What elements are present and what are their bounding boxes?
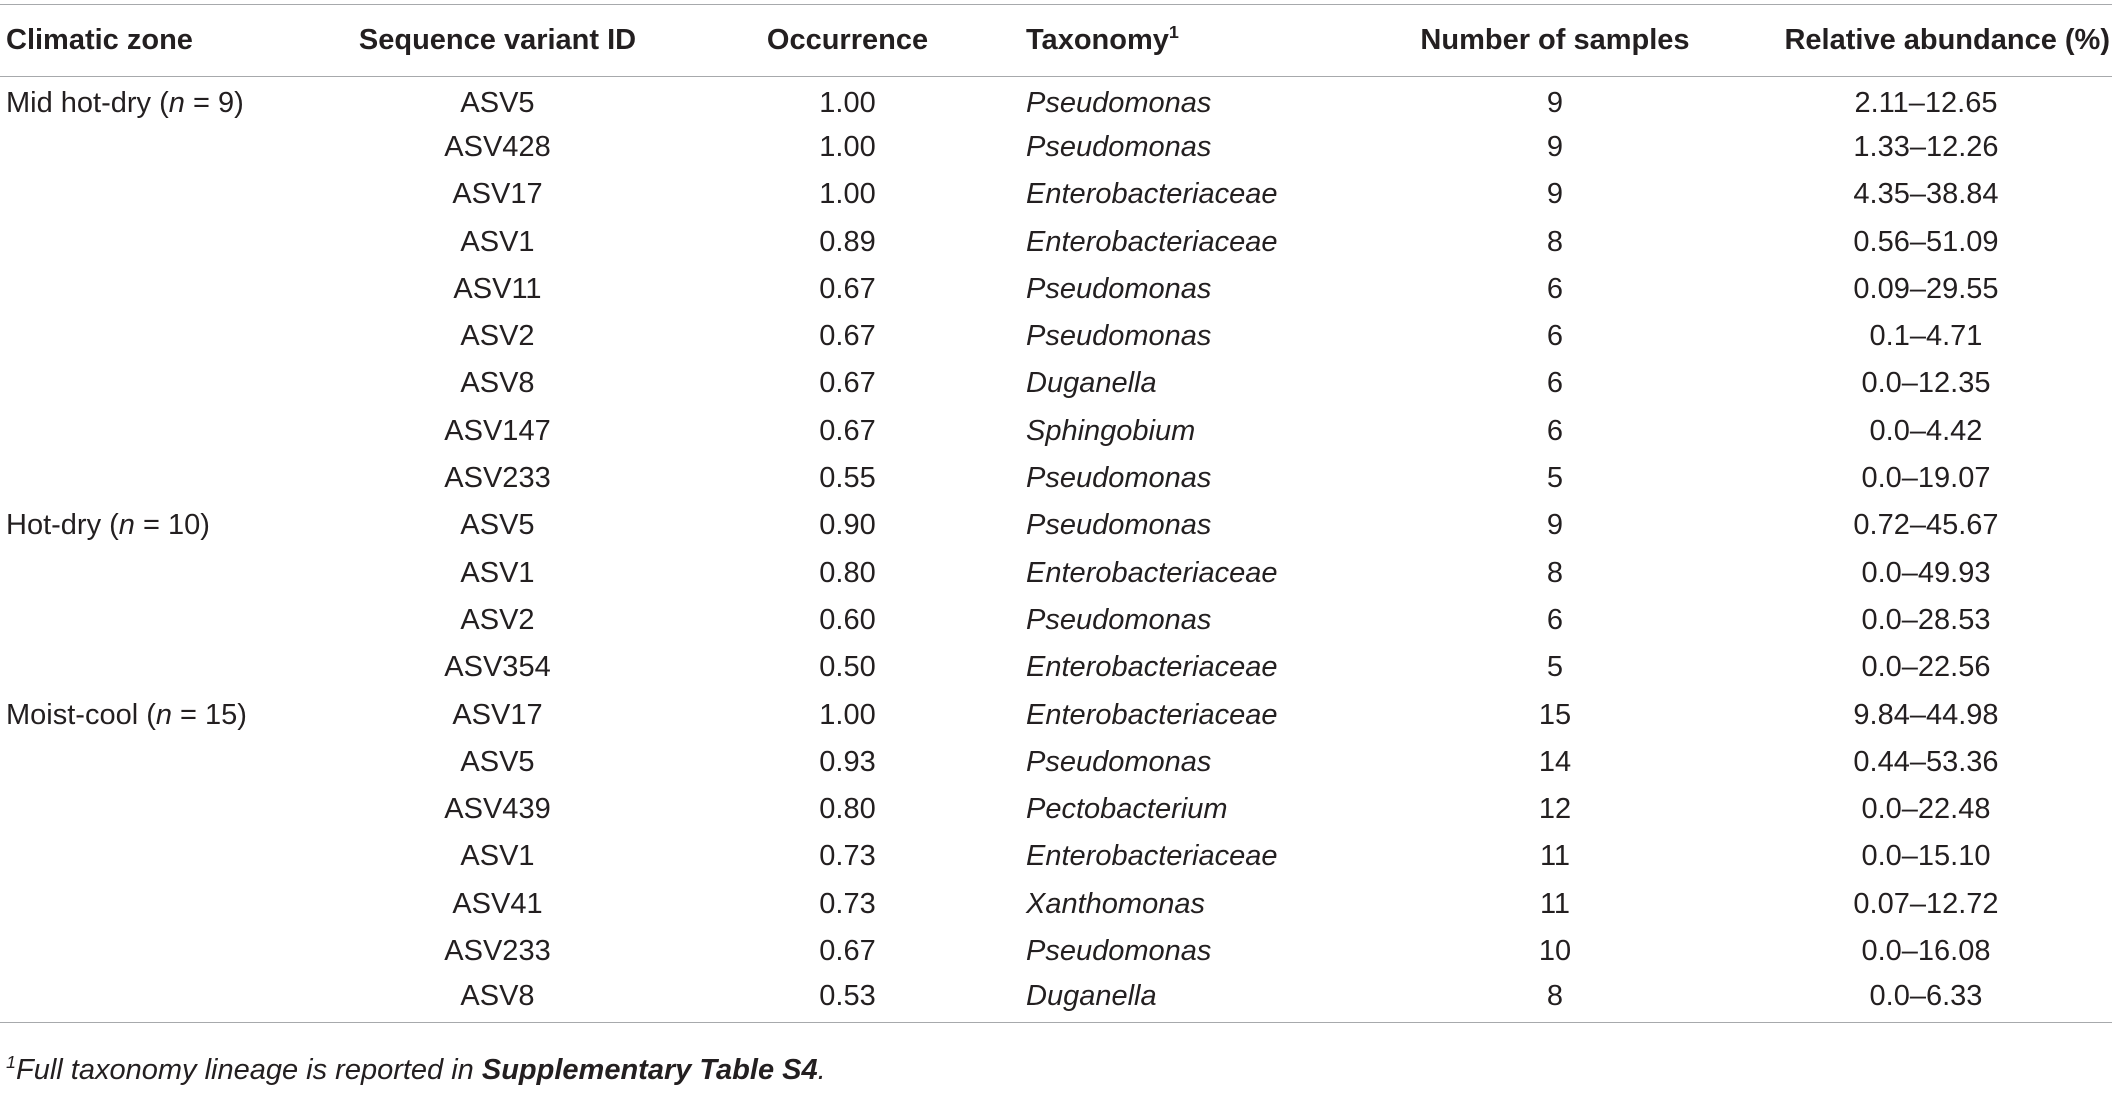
cell-taxonomy: Duganella bbox=[1026, 367, 1157, 400]
cell-relative-abundance: 0.0–15.10 bbox=[1861, 840, 1991, 873]
cell-taxonomy: Pectobacterium bbox=[1026, 793, 1228, 826]
cell-taxonomy: Duganella bbox=[1020, 975, 1370, 1022]
cell-climatic-zone bbox=[0, 786, 320, 833]
table-container bbox=[0, 4, 2117, 1023]
cell-relative-abundance: 0.07–12.72 bbox=[1853, 887, 1999, 920]
cell-number-of-samples: 8 bbox=[1546, 225, 1564, 258]
cell-number-of-samples: 8 bbox=[1370, 975, 1740, 1022]
cell-sequence-variant-id: ASV5 bbox=[460, 745, 535, 778]
cell-sequence-variant-id: ASV439 bbox=[444, 793, 551, 826]
cell-climatic-zone bbox=[0, 928, 320, 975]
cell-climatic-zone bbox=[0, 549, 320, 596]
footnote-marker: 1 bbox=[6, 1052, 16, 1073]
cell-relative-abundance: 0.0–16.08 bbox=[1861, 934, 1991, 967]
cell-number-of-samples: 6 bbox=[1546, 603, 1564, 636]
cell-climatic-zone bbox=[0, 833, 320, 880]
zone-n-symbol: n bbox=[168, 86, 185, 119]
cell-number-of-samples: 11 bbox=[1539, 840, 1571, 873]
table-row bbox=[0, 313, 2112, 360]
cell-number-of-samples: 9 bbox=[1546, 509, 1564, 542]
header-taxonomy bbox=[1020, 5, 1370, 77]
cell-taxonomy: Pseudomonas bbox=[1026, 603, 1212, 636]
cell-sequence-variant-id: ASV17 bbox=[452, 698, 543, 731]
cell-relative-abundance: 0.0–49.93 bbox=[1861, 556, 1991, 589]
cell-sequence-variant-id: ASV41 bbox=[452, 887, 543, 920]
header-occurrence: Occurrence bbox=[675, 5, 1020, 77]
cell-climatic-zone bbox=[0, 171, 320, 218]
cell-occurrence: 0.73 bbox=[819, 840, 876, 873]
cell-climatic-zone bbox=[0, 77, 320, 124]
cell-taxonomy: Xanthomonas bbox=[1026, 887, 1205, 920]
cell-taxonomy: Pseudomonas bbox=[1026, 320, 1212, 353]
header-climatic-zone: Climatic zone bbox=[0, 5, 320, 77]
cell-taxonomy: Sphingobium bbox=[1026, 414, 1196, 447]
table-row bbox=[0, 881, 2112, 928]
table-row bbox=[0, 975, 2112, 1022]
table-row bbox=[0, 644, 2112, 691]
zone-n-symbol: n bbox=[155, 698, 172, 731]
data-table bbox=[0, 4, 2112, 1023]
cell-occurrence: 1.00 bbox=[819, 130, 876, 163]
table-row bbox=[0, 833, 2112, 880]
header-relative-abundance: Relative abundance (%) bbox=[1740, 5, 2112, 77]
cell-relative-abundance: 0.72–45.67 bbox=[1853, 509, 1999, 542]
cell-occurrence: 1.00 bbox=[819, 178, 876, 211]
header-number-of-samples: Number of samples bbox=[1370, 5, 1740, 77]
cell-sequence-variant-id: ASV233 bbox=[444, 934, 551, 967]
cell-relative-abundance: 1.33–12.26 bbox=[1853, 130, 1999, 163]
cell-number-of-samples: 12 bbox=[1538, 793, 1572, 826]
cell-taxonomy: Pseudomonas bbox=[1026, 745, 1212, 778]
table-row bbox=[0, 502, 2112, 549]
cell-climatic-zone bbox=[0, 266, 320, 313]
table-body bbox=[0, 77, 2112, 1023]
zone-label: Hot-dry ( bbox=[6, 509, 119, 542]
cell-number-of-samples: 6 bbox=[1546, 320, 1564, 353]
cell-sequence-variant-id: ASV147 bbox=[444, 414, 551, 447]
cell-occurrence: 0.60 bbox=[819, 603, 876, 636]
cell-relative-abundance: 0.0–4.42 bbox=[1869, 414, 1983, 447]
table-row bbox=[0, 928, 2112, 975]
table-row bbox=[0, 549, 2112, 596]
cell-sequence-variant-id: ASV2 bbox=[460, 320, 535, 353]
cell-taxonomy: Enterobacteriaceae bbox=[1026, 840, 1278, 873]
zone-n-symbol: n bbox=[118, 509, 135, 542]
cell-occurrence: 0.93 bbox=[819, 745, 876, 778]
cell-relative-abundance: 0.1–4.71 bbox=[1869, 320, 1983, 353]
cell-number-of-samples: 6 bbox=[1546, 414, 1564, 447]
cell-sequence-variant-id: ASV1 bbox=[460, 225, 535, 258]
cell-occurrence: 0.50 bbox=[819, 651, 876, 684]
cell-relative-abundance: 0.0–28.53 bbox=[1861, 603, 1991, 636]
cell-taxonomy: Enterobacteriaceae bbox=[1026, 178, 1278, 211]
cell-occurrence: 0.55 bbox=[819, 462, 876, 495]
cell-sequence-variant-id: ASV428 bbox=[444, 130, 551, 163]
table-row bbox=[0, 171, 2112, 218]
footnote-text: Full taxonomy lineage is reported in bbox=[16, 1054, 482, 1086]
cell-occurrence: 0.80 bbox=[819, 556, 876, 589]
cell-taxonomy: Enterobacteriaceae bbox=[1026, 698, 1278, 731]
cell-climatic-zone bbox=[0, 597, 320, 644]
cell-number-of-samples: 9 bbox=[1546, 86, 1564, 119]
table-row bbox=[0, 455, 2112, 502]
cell-relative-abundance: 9.84–44.98 bbox=[1853, 698, 1999, 731]
cell-occurrence: 1.00 bbox=[819, 698, 876, 731]
cell-relative-abundance: 4.35–38.84 bbox=[1853, 178, 1999, 211]
table-row bbox=[0, 266, 2112, 313]
cell-relative-abundance: 0.56–51.09 bbox=[1853, 225, 1999, 258]
footnote-supplementary-ref: Supplementary Table S4 bbox=[481, 1054, 818, 1086]
cell-climatic-zone bbox=[0, 313, 320, 360]
cell-sequence-variant-id: ASV8 bbox=[460, 367, 535, 400]
cell-occurrence: 0.80 bbox=[819, 793, 876, 826]
cell-climatic-zone bbox=[0, 360, 320, 407]
cell-occurrence: 0.73 bbox=[819, 887, 876, 920]
cell-occurrence: 1.00 bbox=[819, 86, 876, 119]
header-row bbox=[0, 5, 2112, 77]
cell-taxonomy: Pseudomonas bbox=[1026, 462, 1212, 495]
table-row bbox=[0, 77, 2112, 124]
cell-number-of-samples: 15 bbox=[1538, 698, 1572, 731]
cell-occurrence: 0.90 bbox=[819, 509, 876, 542]
cell-sequence-variant-id: ASV8 bbox=[320, 975, 675, 1022]
cell-climatic-zone bbox=[0, 502, 320, 549]
cell-taxonomy: Pseudomonas bbox=[1026, 509, 1212, 542]
cell-sequence-variant-id: ASV5 bbox=[460, 86, 535, 119]
cell-climatic-zone bbox=[0, 408, 320, 455]
table-row bbox=[0, 597, 2112, 644]
cell-taxonomy: Enterobacteriaceae bbox=[1026, 225, 1278, 258]
table-row bbox=[0, 218, 2112, 265]
table-row bbox=[0, 360, 2112, 407]
header-taxonomy-label: Taxonomy bbox=[1026, 24, 1169, 56]
footnote-end: . bbox=[817, 1054, 826, 1086]
cell-number-of-samples: 5 bbox=[1546, 651, 1564, 684]
cell-number-of-samples: 9 bbox=[1546, 130, 1564, 163]
cell-number-of-samples: 11 bbox=[1539, 887, 1571, 920]
header-taxonomy-footnote-marker: 1 bbox=[1168, 22, 1179, 43]
cell-sequence-variant-id: ASV233 bbox=[444, 462, 551, 495]
cell-number-of-samples: 8 bbox=[1546, 556, 1564, 589]
cell-sequence-variant-id: ASV1 bbox=[460, 840, 535, 873]
cell-number-of-samples: 6 bbox=[1546, 367, 1564, 400]
cell-relative-abundance: 0.0–22.48 bbox=[1861, 793, 1991, 826]
cell-occurrence: 0.67 bbox=[819, 367, 876, 400]
table-row bbox=[0, 124, 2112, 171]
zone-count: = 15) bbox=[172, 698, 247, 731]
cell-relative-abundance: 2.11–12.65 bbox=[1854, 86, 1998, 119]
table-row bbox=[0, 408, 2112, 455]
cell-taxonomy: Pseudomonas bbox=[1026, 272, 1212, 305]
cell-climatic-zone bbox=[0, 881, 320, 928]
cell-occurrence: 0.67 bbox=[819, 320, 876, 353]
cell-climatic-zone bbox=[0, 691, 320, 738]
cell-relative-abundance: 0.0–19.07 bbox=[1861, 462, 1991, 495]
cell-number-of-samples: 10 bbox=[1538, 934, 1572, 967]
cell-climatic-zone bbox=[0, 739, 320, 786]
cell-taxonomy: Pseudomonas bbox=[1026, 86, 1212, 119]
cell-climatic-zone bbox=[0, 218, 320, 265]
cell-taxonomy: Pseudomonas bbox=[1026, 934, 1212, 967]
cell-sequence-variant-id: ASV17 bbox=[452, 178, 543, 211]
cell-sequence-variant-id: ASV1 bbox=[460, 556, 535, 589]
cell-relative-abundance: 0.0–6.33 bbox=[1740, 975, 2112, 1022]
table-row bbox=[0, 786, 2112, 833]
cell-climatic-zone bbox=[0, 124, 320, 171]
cell-sequence-variant-id: ASV5 bbox=[460, 509, 535, 542]
cell-relative-abundance: 0.0–12.35 bbox=[1861, 367, 1991, 400]
zone-count: = 10) bbox=[134, 509, 210, 542]
zone-label: Mid hot-dry ( bbox=[6, 86, 169, 119]
cell-occurrence: 0.67 bbox=[819, 934, 876, 967]
cell-relative-abundance: 0.44–53.36 bbox=[1853, 745, 1999, 778]
cell-sequence-variant-id: ASV354 bbox=[444, 651, 551, 684]
cell-climatic-zone bbox=[0, 975, 320, 1022]
cell-occurrence: 0.67 bbox=[819, 272, 876, 305]
cell-climatic-zone bbox=[0, 455, 320, 502]
header-sequence-variant-id: Sequence variant ID bbox=[320, 5, 675, 77]
zone-count: = 9) bbox=[184, 86, 244, 119]
cell-occurrence: 0.67 bbox=[819, 414, 876, 447]
cell-taxonomy: Pseudomonas bbox=[1026, 130, 1212, 163]
zone-label: Moist-cool ( bbox=[6, 698, 156, 731]
cell-relative-abundance: 0.09–29.55 bbox=[1853, 272, 1999, 305]
table-row bbox=[0, 691, 2112, 738]
cell-sequence-variant-id: ASV2 bbox=[460, 603, 535, 636]
cell-number-of-samples: 6 bbox=[1546, 272, 1564, 305]
cell-occurrence: 0.53 bbox=[675, 975, 1020, 1022]
cell-number-of-samples: 5 bbox=[1546, 462, 1564, 495]
cell-taxonomy: Enterobacteriaceae bbox=[1026, 556, 1278, 589]
cell-sequence-variant-id: ASV11 bbox=[453, 272, 542, 305]
table-footnote bbox=[6, 1054, 826, 1087]
cell-taxonomy: Enterobacteriaceae bbox=[1026, 651, 1278, 684]
cell-occurrence: 0.89 bbox=[819, 225, 876, 258]
cell-number-of-samples: 9 bbox=[1546, 178, 1564, 211]
cell-climatic-zone bbox=[0, 644, 320, 691]
cell-relative-abundance: 0.0–22.56 bbox=[1861, 651, 1991, 684]
table-row bbox=[0, 739, 2112, 786]
cell-number-of-samples: 14 bbox=[1538, 745, 1572, 778]
